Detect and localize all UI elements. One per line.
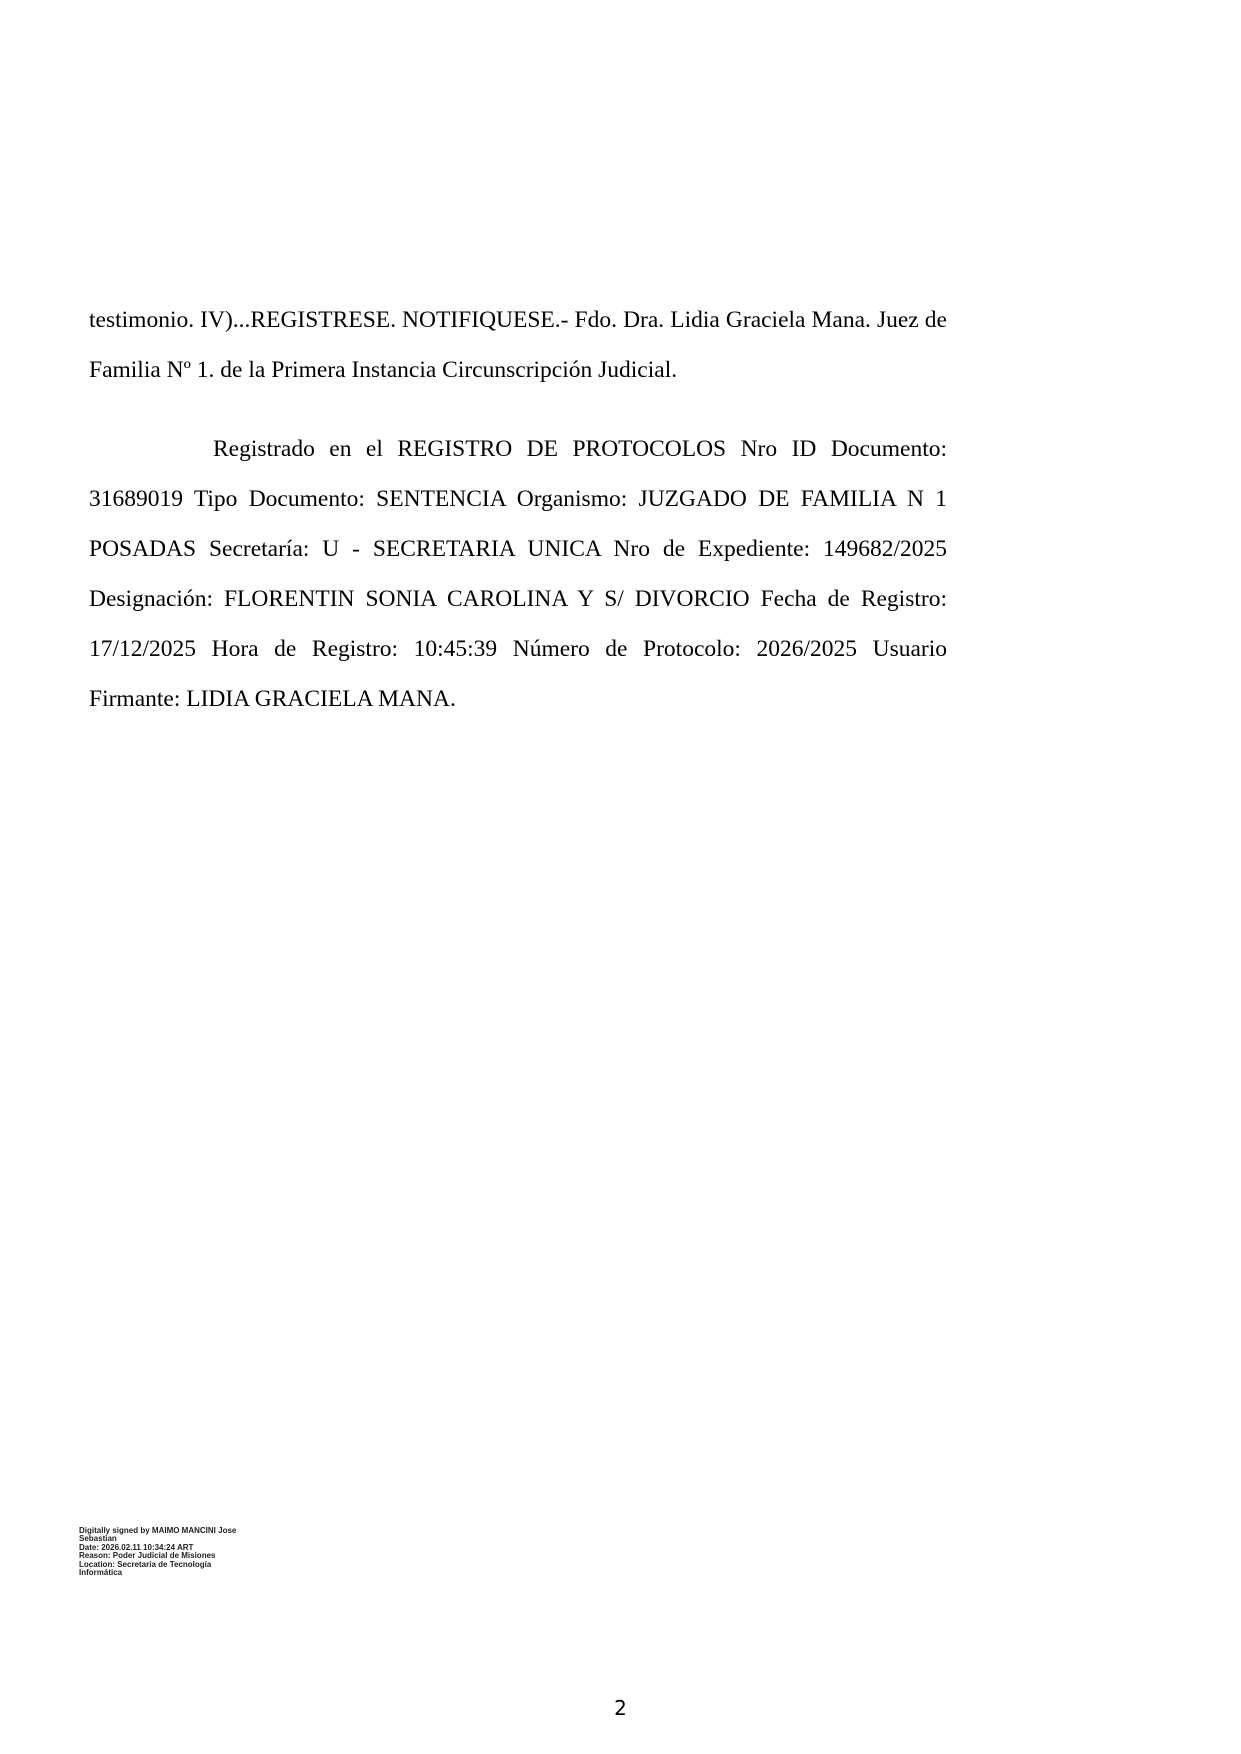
page-number: 2	[614, 1696, 627, 1720]
signature-line: Digitally signed by MAIMO MANCINI Jose	[79, 1526, 237, 1535]
protocol-registration-paragraph: Registrado en el REGISTRO DE PROTOCOLOS Nro ID Documento: 31689019 Tipo Documento: SENTENCIA Organismo: JUZGADO DE FAMILIA N 1 POSADAS Secretaría: U - SECRETARIA UNICA Nro de Expediente: 149682/2025 Designación: FLORENTIN SONIA CAROLINA Y S/ DIVORCIO Fecha de Registro: 17/12/2025 Hora de Registro: 10:45:39 Número de Protocolo: 2026/2025 Usuario Firmante: LIDIA GRACIELA MANA.	[89, 436, 947, 712]
signature-line: Location: Secretaría de Tecnología	[79, 1559, 212, 1569]
digital-signature-block	[79, 1527, 259, 1577]
signature-line: Date: 2026.02.11 10:34:24 ART	[79, 1542, 194, 1552]
signature-line: Reason: Poder Judicial de Misiones	[79, 1551, 216, 1561]
resolution-closing-paragraph: testimonio. IV)...REGISTRESE. NOTIFIQUESE.- Fdo. Dra. Lidia Graciela Mana. Juez de Familia Nº 1. de la Primera Instancia Circunscripción Judicial.	[89, 307, 947, 383]
signature-line: Informática	[79, 1568, 123, 1578]
signature-line: Sebastian	[79, 1534, 117, 1544]
